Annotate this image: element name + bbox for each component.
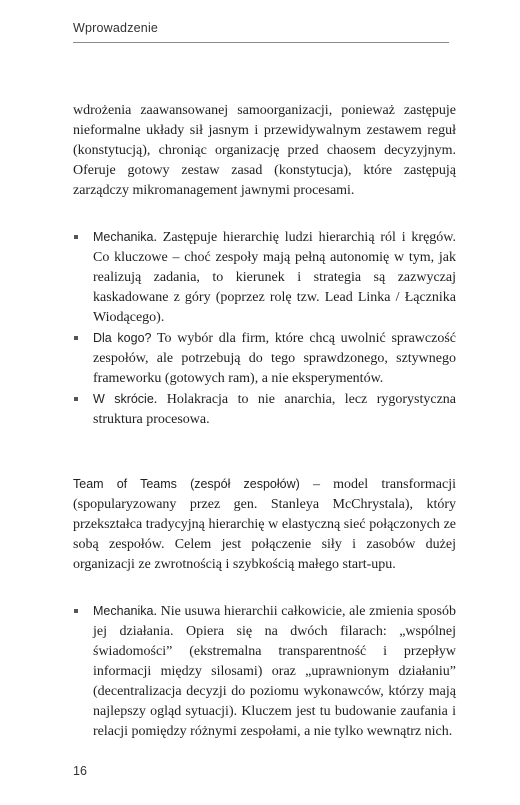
bullet-marker [74,609,78,613]
bullet-text: Zastępuje hierarchię ludzi hierarchią ról i kręgów. Co kluczowe – choć zespoły mają pełną autonomię w tym, jak realizują zadania, to kierunek i strategia są zazwyczaj kaskadowane z góry (poprzez rolę tzw. Lead Linka / Łącznika Wiodącego). [93,230,456,325]
holacracy-bullet-list [73,227,456,430]
paragraph-term: Team of Teams (zespół zespołów) [73,477,300,491]
bullet-term: Dla kogo? [93,331,152,345]
running-header: Wprowadzenie [73,21,159,35]
list-item [73,389,456,430]
team-of-teams-bullet-list [73,601,456,742]
bullet-marker [74,235,78,239]
page-number: 16 [73,764,87,778]
bullet-marker [74,397,78,401]
list-item [73,328,456,389]
page-body [73,101,456,742]
bullet-separator: . [153,604,161,619]
bullet-term: Mechanika [93,604,154,618]
list-item [73,227,456,328]
bullet-text: To wybór dla firm, które chcą uwolnić sprawczość zespołów, ale potrzebują do tego sprawdzonego, sztywnego frameworku (gotowych ram), a nie eksperymentów. [93,331,457,386]
team-of-teams-paragraph [73,474,456,575]
list-item [73,601,456,742]
bullet-separator: . [153,392,167,407]
header-divider [73,42,449,43]
bullet-term: Mechanika [93,230,154,244]
intro-paragraph: wdrożenia zaawansowanej samoorganizacji, ponieważ zastępuje nieformalne układy sił jasnym i przewidywalnym zestawem reguł (konstytucją), chroniąc organizację przed chaosem decyzyjnym. Oferuje gotowy zestaw zasad (konstytucja), które zastępują zarządczy mikromanagement jawnymi procesami. [73,103,456,198]
bullet-separator: . [153,230,163,245]
paragraph-text: – model transformacji (spopularyzowany przez gen. Stanleya McChrystala), który przekształca tradycyjną hierarchię w elastyczną sieć połączonych ze sobą zespołów. Celem jest połączenie siły i zasobów dużej organizacji ze zwrotnością i szybkością małego start-upu. [73,477,456,572]
bullet-term: W skrócie [93,392,154,406]
bullet-marker [74,336,78,340]
bullet-text: Holakracja to nie anarchia, lecz rygorystyczna struktura procesowa. [93,392,456,427]
bullet-text: Nie usuwa hierarchii całkowicie, ale zmienia sposób jej działania. Opiera się na dwóch filarach: „wspólnej świadomości” (ekstremalna transparentność i przepływ informacji między silosami) oraz „uprawnionym działaniu” (decentralizacja decyzji do poziomu wykonawców, którzy mają najlepszy ogląd sytuacji). Kluczem jest tu budowanie zaufania i relacji pomiędzy różnymi zespołami, a nie tylko wewnątrz nich. [93,604,457,739]
